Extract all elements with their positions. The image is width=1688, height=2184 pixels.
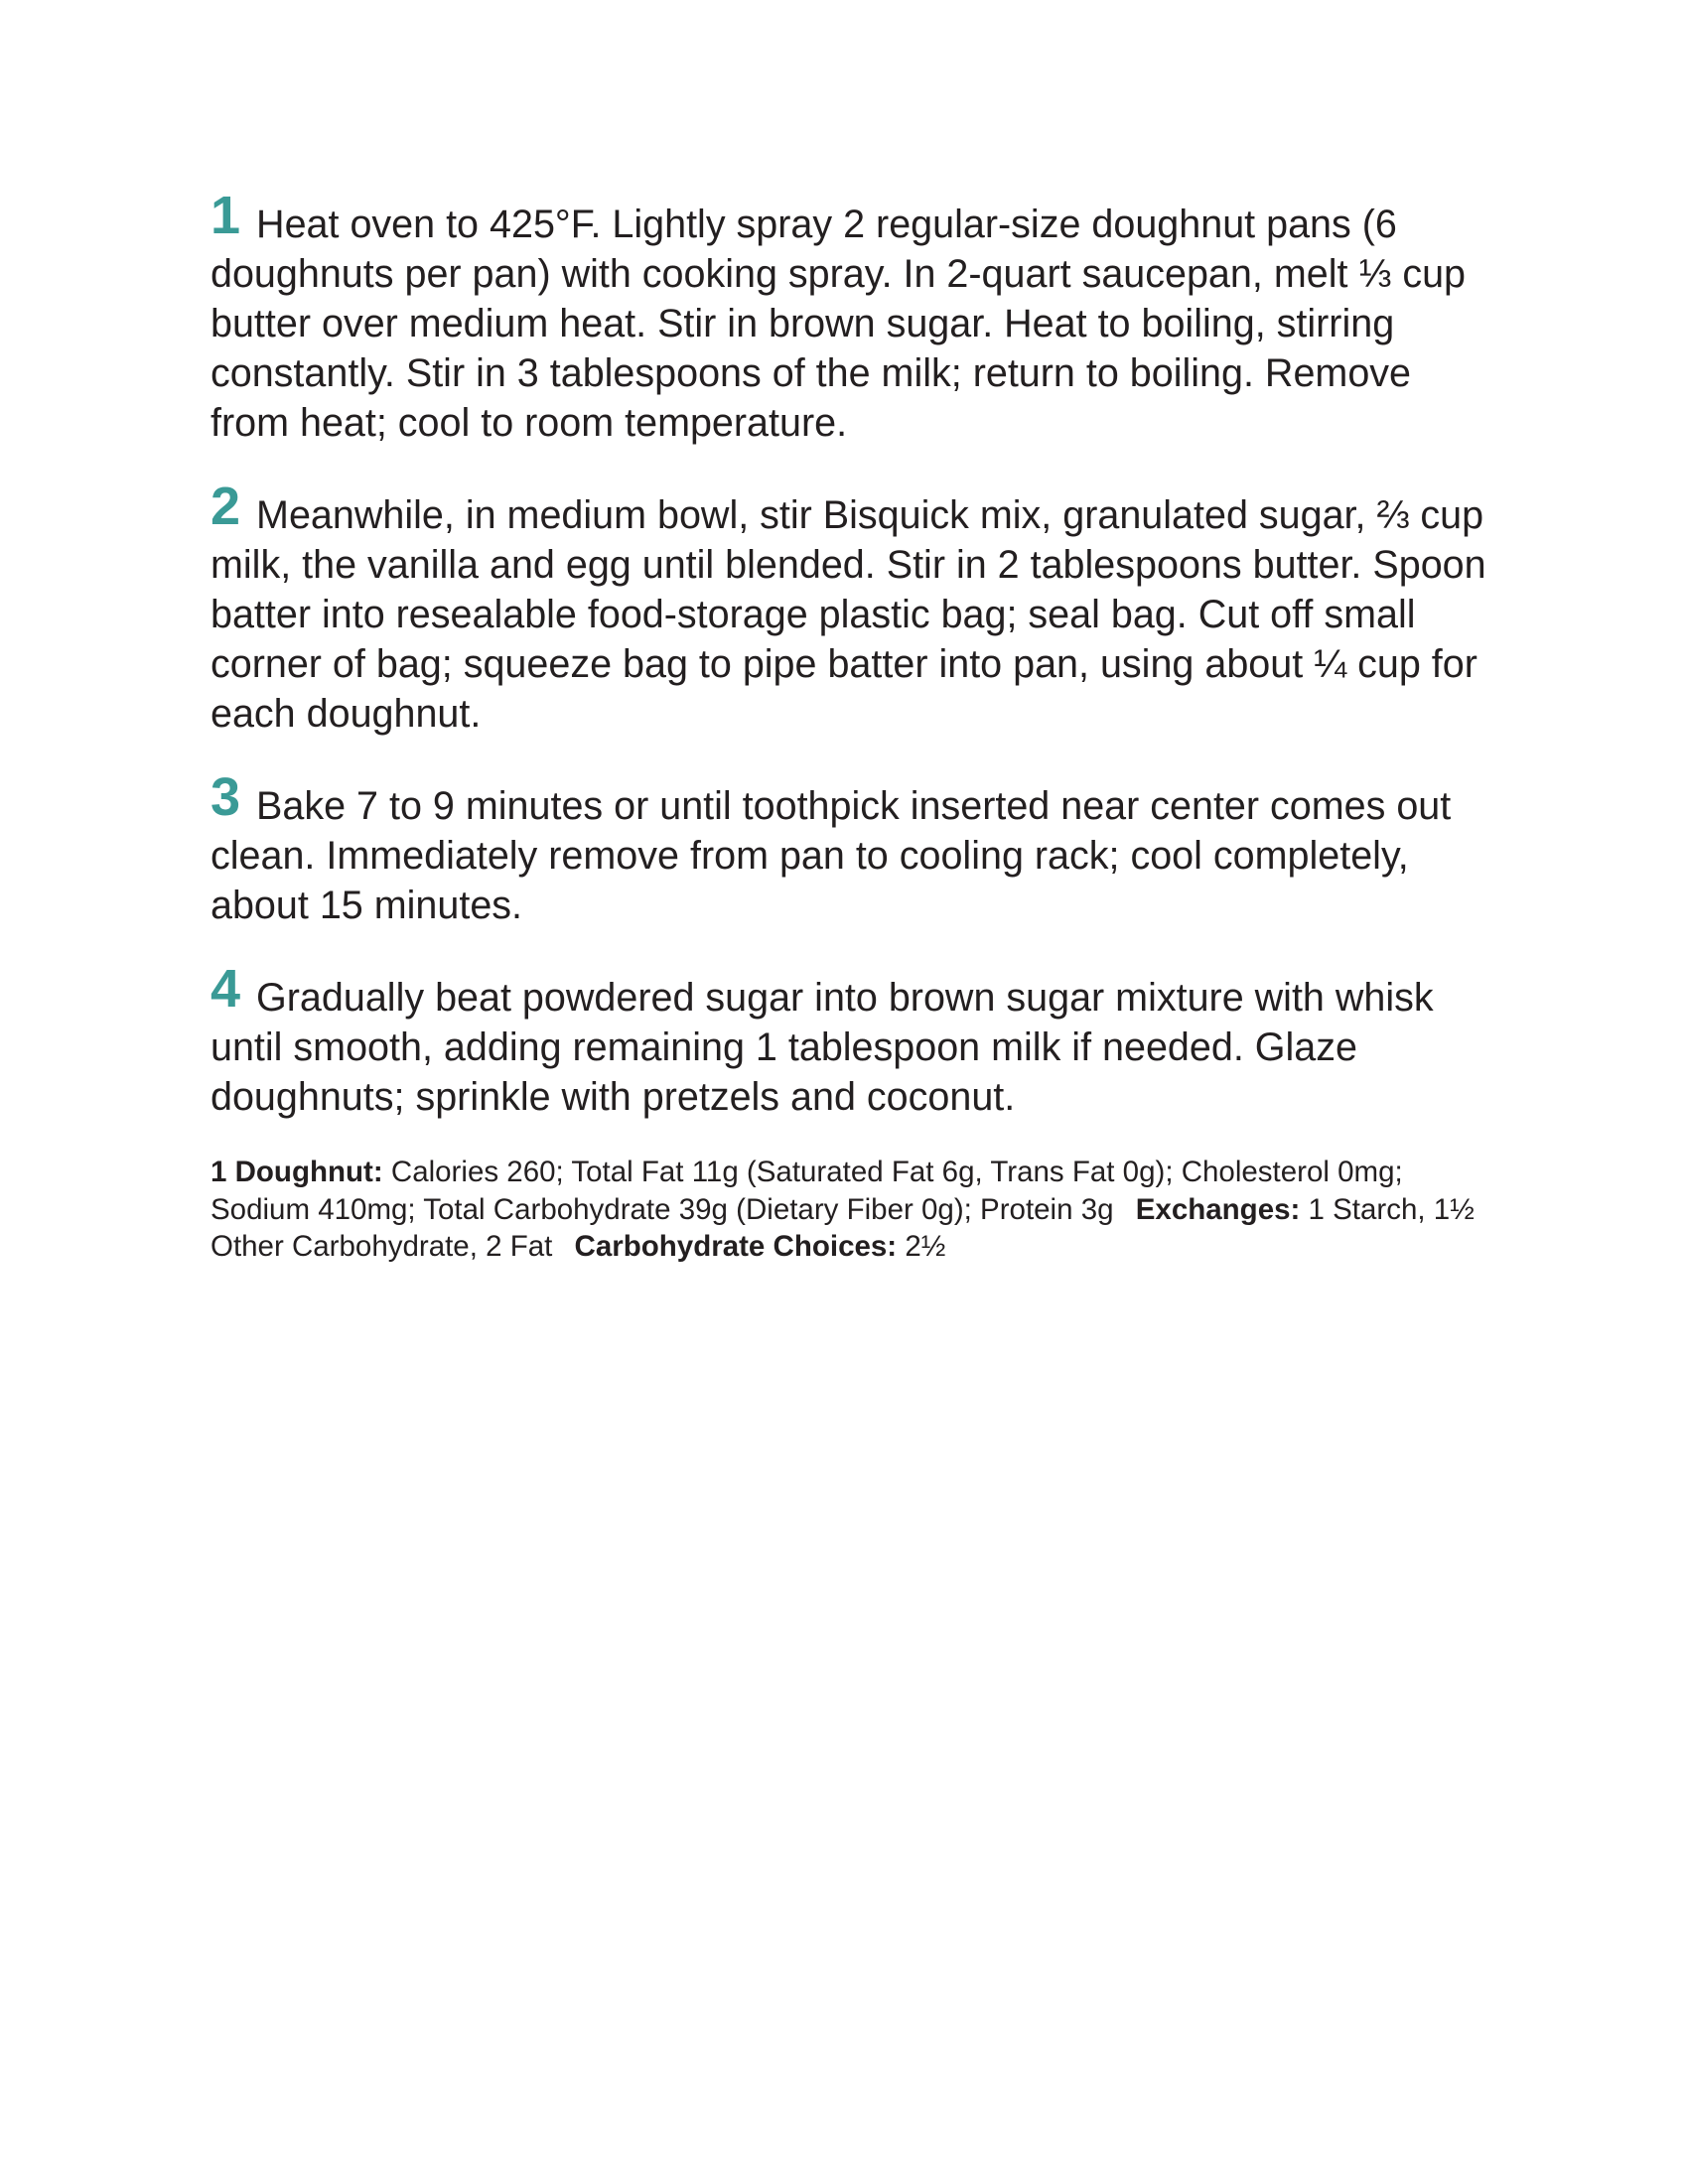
step-2 (211, 477, 1491, 739)
serving-nutrition-text: Calories 260; Total Fat 11g (Saturated Fat 6g, Trans Fat 0g); Cholesterol 0mg; Sodium 410mg; Total Carbohydrate 39g (Dietary Fiber 0g); Protein 3g (211, 1156, 1403, 1226)
exchanges-label: Exchanges: (1135, 1192, 1301, 1226)
recipe-directions (211, 186, 1491, 1295)
step-4 (211, 959, 1491, 1122)
step-text: Heat oven to 425°F. Lightly spray 2 regular-size doughnut pans (6 doughnuts per pan) with cooking spray. In 2-quart saucepan, melt ⅓ cup butter over medium heat. Stir in brown sugar. Heat to boiling, stirring constantly. Stir in 3 tablespoons of the milk; return to boiling. Remove from heat; cool to room temperature. (211, 203, 1467, 445)
step-text: Meanwhile, in medium bowl, stir Bisquick mix, granulated sugar, ⅔ cup milk, the vanilla and egg until blended. Stir in 2 tablespoons butter. Spoon batter into resealable food-storage plastic bag; seal bag. Cut off small corner of bag; squeeze bag to pipe batter into pan, using about ¼ cup for each doughnut. (211, 493, 1486, 736)
step-text: Gradually beat powdered sugar into brown sugar mixture with whisk until smooth, adding remaining 1 tablespoon milk if needed. Glaze doughnuts; sprinkle with pretzels and coconut. (211, 976, 1434, 1119)
step-text: Bake 7 to 9 minutes or until toothpick inserted near center comes out clean. Immediately remove from pan to cooling rack; cool completely, about 15 minutes. (211, 784, 1452, 927)
step-3 (211, 767, 1491, 930)
step-number: 2 (211, 477, 241, 536)
step-number: 1 (211, 186, 241, 245)
step-number: 4 (211, 959, 241, 1019)
carbohydrate-choices-label: Carbohydrate Choices: (574, 1230, 898, 1263)
carbohydrate-choices-text: 2½ (905, 1230, 946, 1263)
step-number: 3 (211, 767, 241, 827)
nutrition-info (211, 1154, 1491, 1266)
serving-label: 1 Doughnut: (211, 1156, 383, 1188)
exchanges-text: 1 Starch, 1½ Other Carbohydrate, 2 Fat (211, 1192, 1475, 1263)
step-1 (211, 186, 1491, 448)
